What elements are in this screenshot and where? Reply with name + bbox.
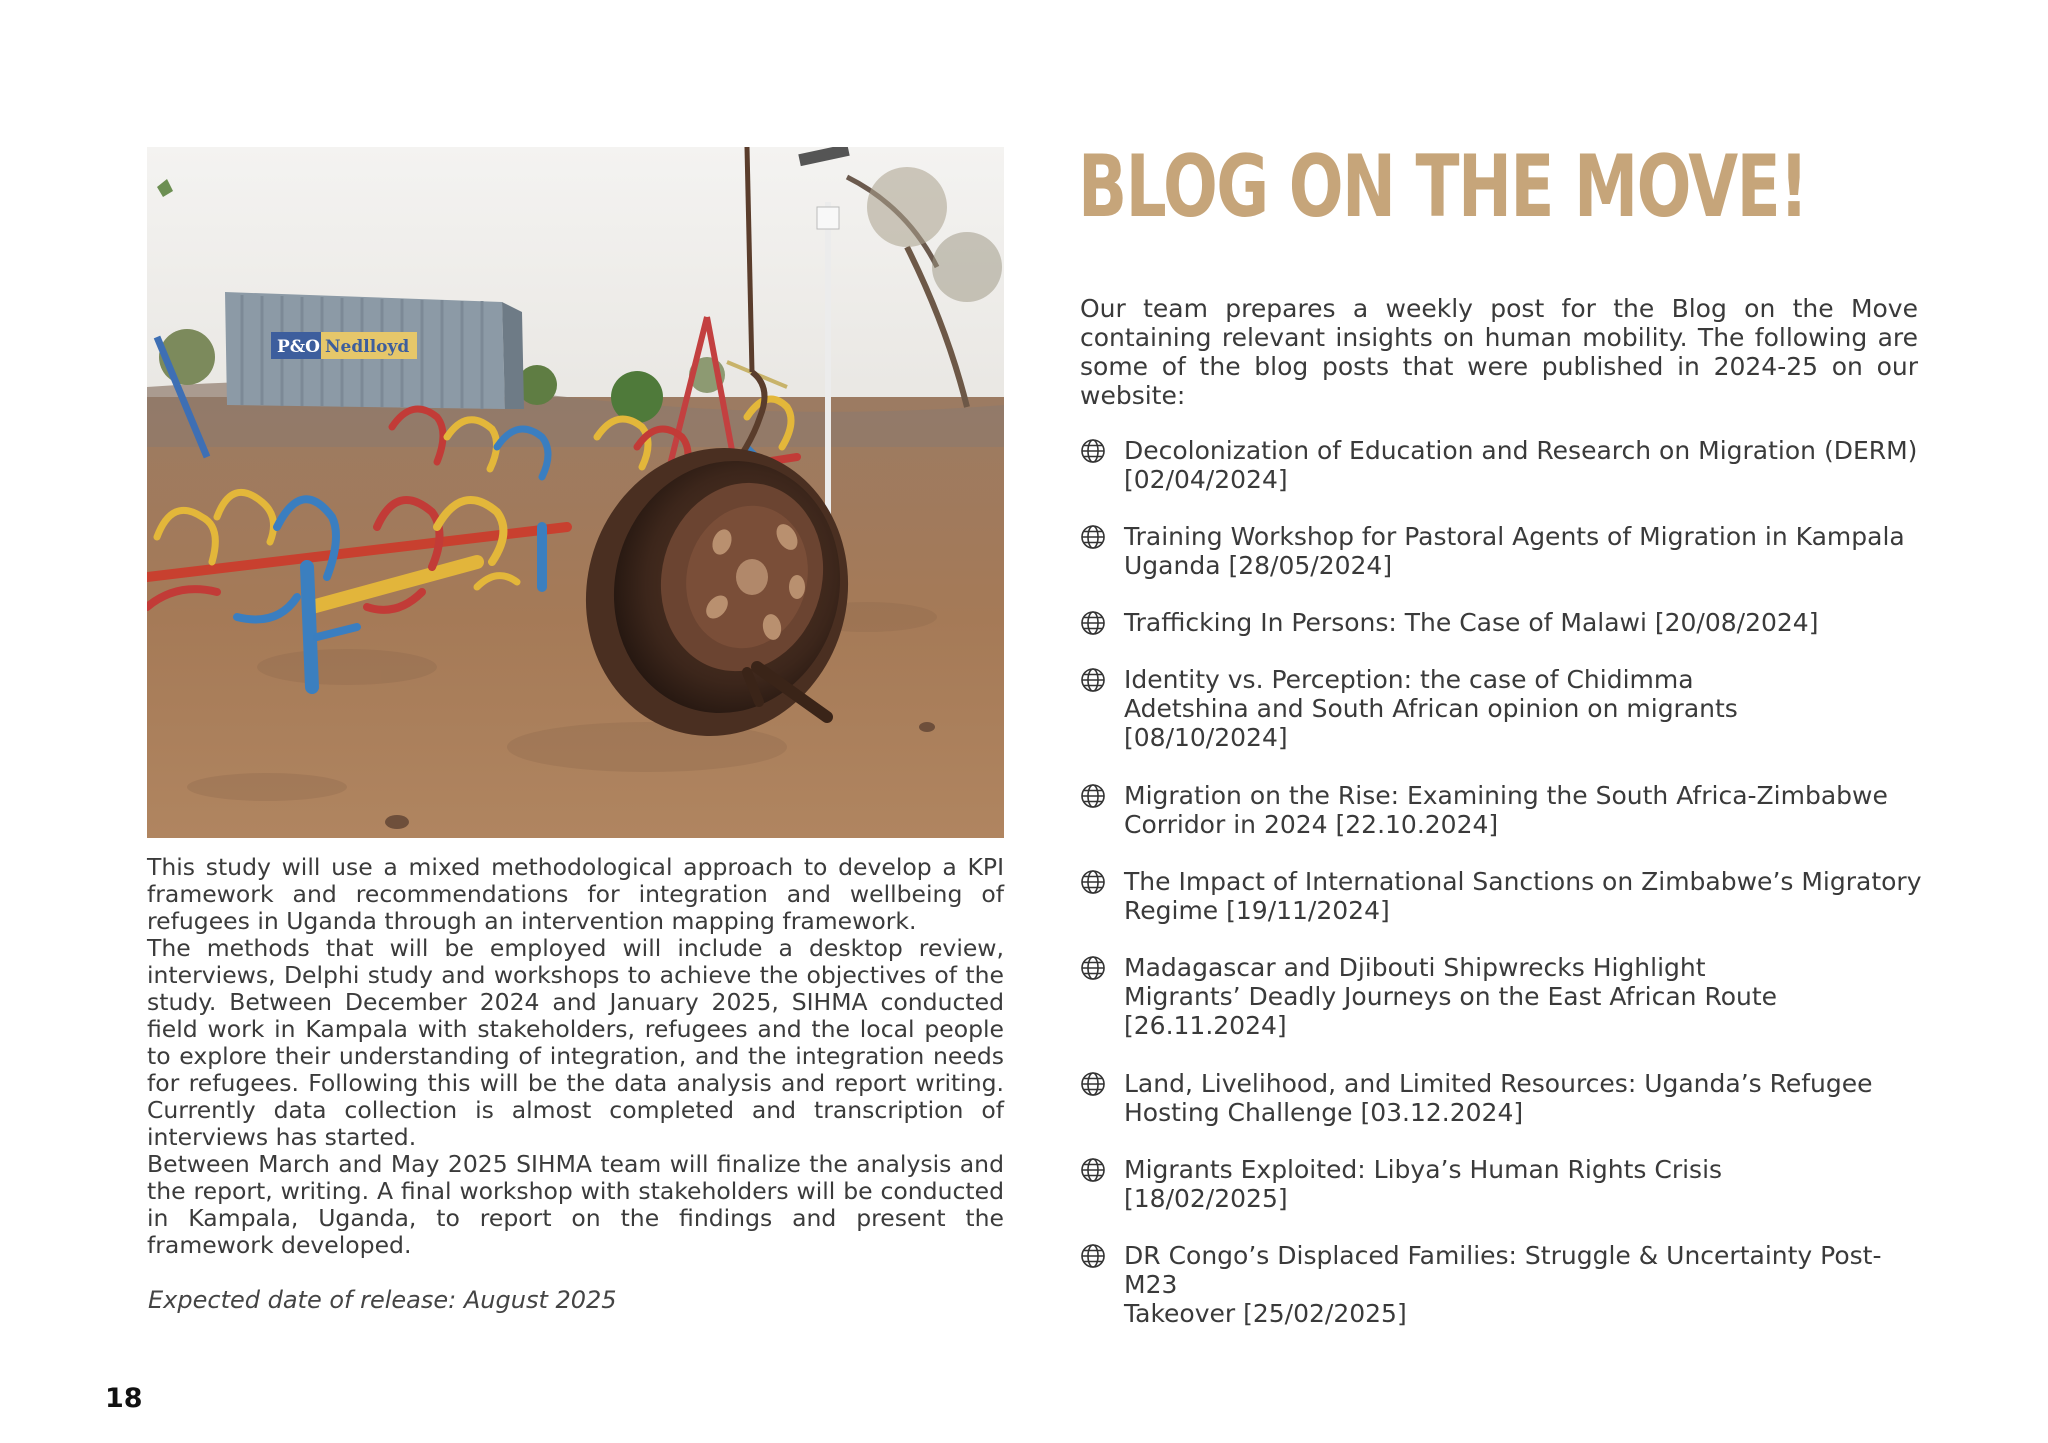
- globe-icon: [1080, 667, 1106, 693]
- playground-photo-illustration: [147, 147, 1004, 838]
- globe-icon: [1080, 1071, 1106, 1097]
- blog-post-item[interactable]: [1080, 1241, 1930, 1328]
- study-description: [147, 854, 1004, 1259]
- svg-text:Nedlloyd: Nedlloyd: [325, 337, 410, 357]
- blog-post-title: Migration on the Rise: Examining the South Africa-Zimbabwe Corridor in 2024 [22.10.2024]: [1124, 781, 1888, 839]
- blog-post-title: Trafficking In Persons: The Case of Malawi [20/08/2024]: [1124, 608, 1819, 637]
- blog-post-title: Decolonization of Education and Research on Migration (DERM) [02/04/2024]: [1124, 436, 1918, 494]
- blog-post-item[interactable]: [1080, 1069, 1930, 1127]
- blog-post-item[interactable]: [1080, 522, 1930, 580]
- blog-post-item[interactable]: [1080, 608, 1930, 637]
- blog-post-title: Madagascar and Djibouti Shipwrecks Highlight Migrants’ Deadly Journeys on the East African Route [26.11.2024]: [1124, 953, 1778, 1040]
- blog-post-item[interactable]: [1080, 665, 1930, 752]
- blog-post-item[interactable]: [1080, 436, 1930, 494]
- blog-post-title: Training Workshop for Pastoral Agents of Migration in Kampala Uganda [28/05/2024]: [1124, 522, 1905, 580]
- blog-post-title: DR Congo’s Displaced Families: Struggle & Uncertainty Post-M23 Takeover [25/02/2025]: [1124, 1241, 1882, 1328]
- container-label: P&O: [277, 337, 320, 357]
- blog-intro: Our team prepares a weekly post for the Blog on the Move containing relevant insights on human mobility. The following are some of the blog posts that were published in 2024-25 on our website:: [1080, 294, 1918, 410]
- page-number: 18: [105, 1383, 143, 1414]
- blog-post-item[interactable]: [1080, 953, 1930, 1040]
- blog-post-item[interactable]: [1080, 781, 1930, 839]
- globe-icon: [1080, 524, 1106, 550]
- globe-icon: [1080, 955, 1106, 981]
- globe-icon: [1080, 783, 1106, 809]
- blog-post-title: Migrants Exploited: Libya’s Human Rights Crisis [18/02/2025]: [1124, 1155, 1723, 1213]
- blog-post-title: Identity vs. Perception: the case of Chidimma Adetshina and South African opinion on migrants [08/10/2024]: [1124, 665, 1738, 752]
- release-date: Expected date of release: August 2025: [148, 1286, 617, 1314]
- blog-title: BLOG ON THE MOVE!: [1078, 137, 1808, 237]
- blog-post-item[interactable]: [1080, 1155, 1930, 1213]
- blog-post-title: Land, Livelihood, and Limited Resources: Uganda’s Refugee Hosting Challenge [03.12.2024]: [1124, 1069, 1873, 1127]
- globe-icon: [1080, 1157, 1106, 1183]
- study-paragraph-2: The methods that will be employed will include a desktop review, interviews, Delphi study and workshops to achieve the objectives of the study. Between December 2024 and January 2025, SIHMA conducted field work in Kampala with stakeholders, refugees and the local people to explore their understanding of integration, and the integration needs for refugees. Following this will be the data analysis and report writing. Currently data collection is almost completed and transcription of interviews has started.: [147, 934, 1004, 1151]
- study-paragraph-3: Between March and May 2025 SIHMA team will finalize the analysis and the report, writing. A final workshop with stakeholders will be conducted in Kampala, Uganda, to report on the findings and present the framework developed.: [147, 1150, 1004, 1259]
- globe-icon: [1080, 610, 1106, 636]
- blog-post-title: The Impact of International Sanctions on Zimbabwe’s Migratory Regime [19/11/2024]: [1124, 867, 1922, 925]
- globe-icon: [1080, 438, 1106, 464]
- blog-post-item[interactable]: [1080, 867, 1930, 925]
- globe-icon: [1080, 1243, 1106, 1269]
- globe-icon: [1080, 869, 1106, 895]
- playground-photo: [147, 147, 1004, 838]
- study-paragraph-1: This study will use a mixed methodological approach to develop a KPI framework and recommendations for integration and wellbeing of refugees in Uganda through an intervention mapping framework.: [147, 853, 1004, 935]
